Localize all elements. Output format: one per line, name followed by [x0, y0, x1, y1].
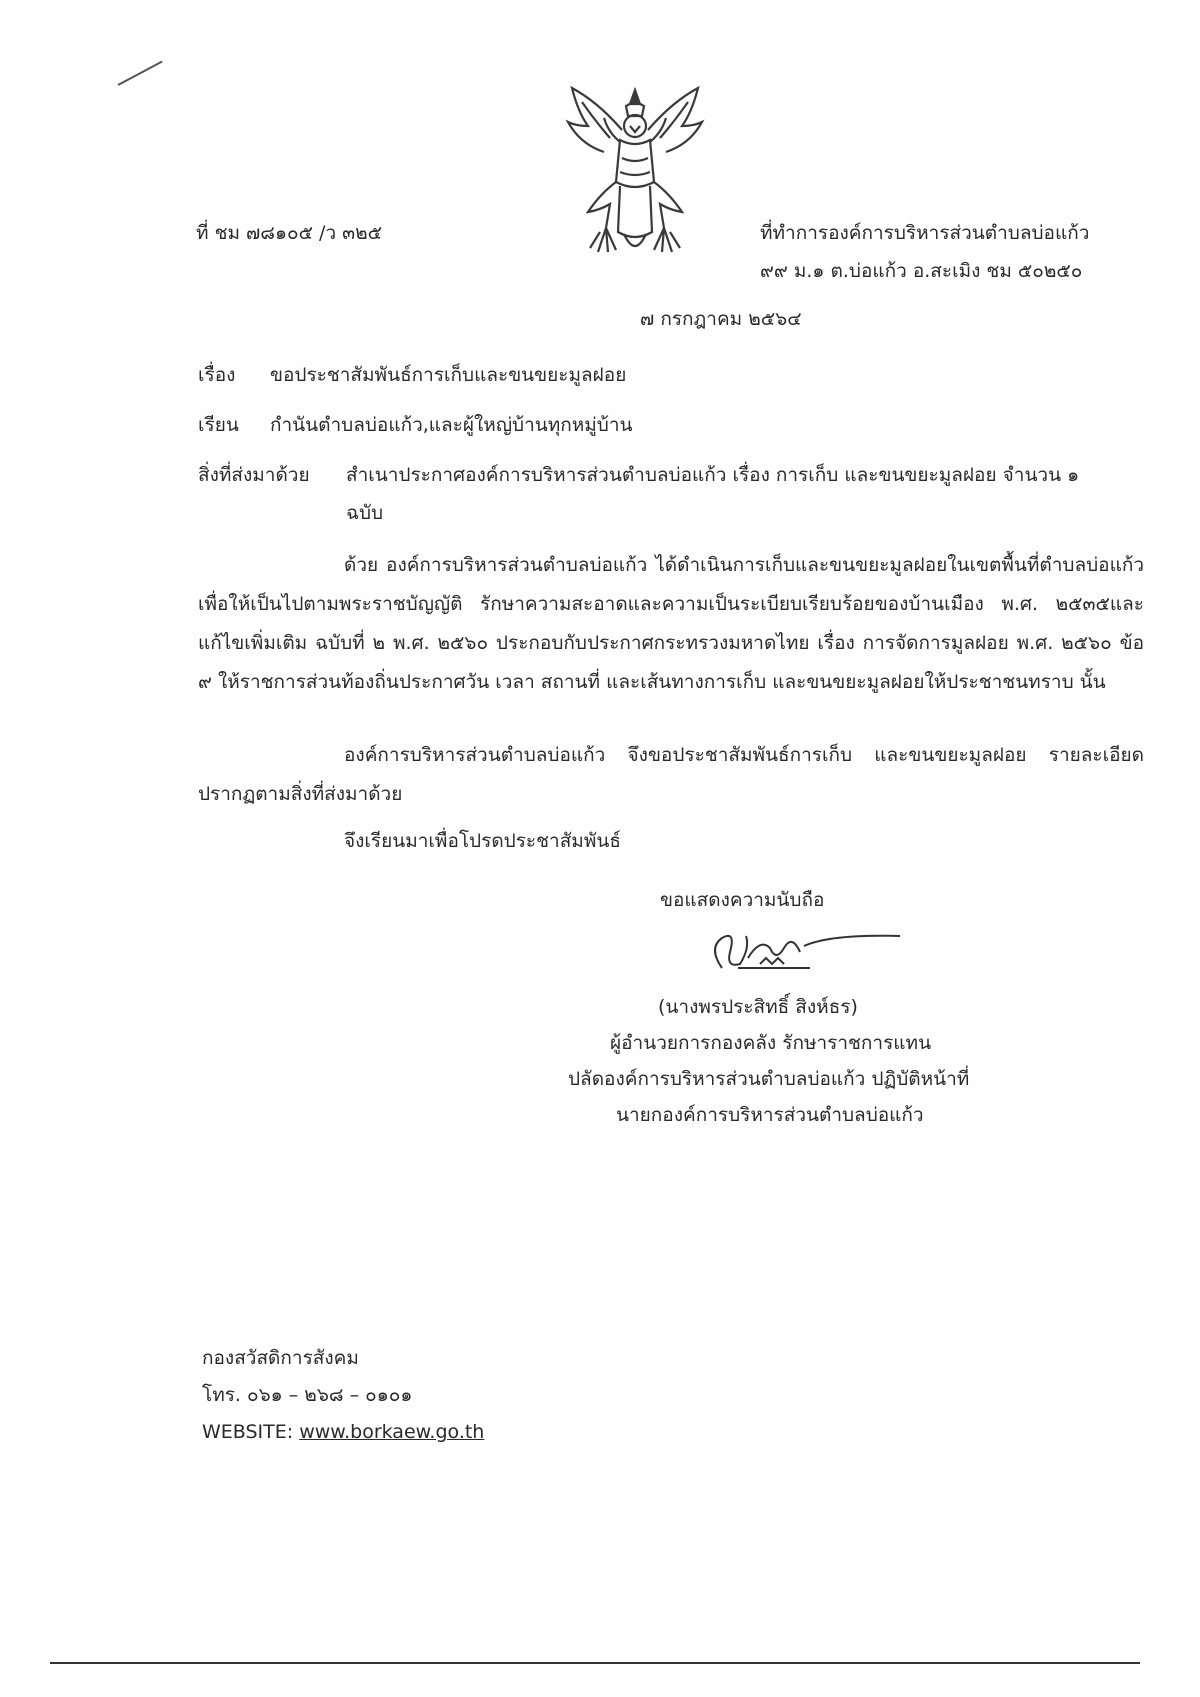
- body-paragraph-2: องค์การบริหารส่วนตำบลบ่อแก้ว จึงขอประชาสัมพันธ์การเก็บ และขนขยะมูลฝอย รายละเอียดปรากฏตามสิ่งที่ส่งมาด้วย: [198, 744, 1144, 805]
- signatory-position-3: นายกองค์การบริหารส่วนตำบลบ่อแก้ว: [616, 1104, 924, 1126]
- website-link[interactable]: www.borkaew.go.th: [299, 1421, 485, 1443]
- subject-text: ขอประชาสัมพันธ์การเก็บและขนขยะมูลฝอย: [270, 364, 627, 386]
- recipient-label: เรียน: [198, 414, 239, 436]
- reference-number: ที่ ชม ๗๘๑๐๕ /ว ๓๒๕: [196, 222, 383, 244]
- office-name: ที่ทำการองค์การบริหารส่วนตำบลบ่อแก้ว: [760, 222, 1090, 244]
- body-paragraph-1: ด้วย องค์การบริหารส่วนตำบลบ่อแก้ว ได้ดำเนินการเก็บและขนขยะมูลฝอยในเขตพื้นที่ตำบลบ่อแก้ว เพื่อให้เป็นไปตามพระราชบัญญัติ รักษาความสะอาดและความเป็นระเบียบเรียบร้อยของบ้านเมือง พ.ศ. ๒๕๓๕และแก้ไขเพิ่มเติม ฉบับที่ ๒ พ.ศ. ๒๕๖๐ ประกอบกับประกาศกระทรวงมหาดไทย เรื่อง การจัดการมูลฝอย พ.ศ. ๒๕๖๐ ข้อ ๙ ให้ราชการส่วนท้องถิ่นประกาศวัน เวลา สถานที่ และเส้นทางการเก็บ และขนขยะมูลฝอยให้ประชาชนทราบ นั้น: [198, 554, 1144, 693]
- enclosure-label: สิ่งที่ส่งมาด้วย: [198, 464, 310, 486]
- closing-salutation: ขอแสดงความนับถือ: [660, 889, 825, 911]
- recipient-text: กำนันตำบลบ่อแก้ว,และผู้ใหญ่บ้านทุกหมู่บ้าน: [270, 414, 633, 436]
- document-date: ๗ กรกฎาคม ๒๕๖๔: [640, 308, 802, 330]
- signatory-position-2: ปลัดองค์การบริหารส่วนตำบลบ่อแก้ว ปฏิบัติหน้าที่: [568, 1068, 970, 1090]
- bottom-rule: [50, 1662, 1140, 1664]
- pen-mark: [118, 61, 163, 86]
- footer-website: [202, 1419, 484, 1445]
- signatory-name: (นางพรประสิทธิ์ สิงห์ธร): [658, 996, 858, 1018]
- enclosure-text-cont: ฉบับ: [346, 502, 384, 524]
- handwritten-signature-icon: [700, 918, 910, 978]
- body-paragraph-3: จึงเรียนมาเพื่อโปรดประชาสัมพันธ์: [344, 830, 621, 852]
- footer-division: กองสวัสดิการสังคม: [202, 1347, 359, 1369]
- garuda-emblem-icon: [560, 82, 710, 262]
- subject-label: เรื่อง: [198, 364, 236, 386]
- enclosure-text: สำเนาประกาศองค์การบริหารส่วนตำบลบ่อแก้ว เรื่อง การเก็บ และขนขยะมูลฝอย จำนวน ๑: [346, 464, 1080, 486]
- website-label: WEBSITE:: [202, 1421, 294, 1443]
- signatory-position-1: ผู้อำนวยการกองคลัง รักษาราชการแทน: [610, 1032, 932, 1054]
- office-address: ๙๙ ม.๑ ต.บ่อแก้ว อ.สะเมิง ชม ๕๐๒๕๐: [760, 260, 1083, 282]
- footer-phone: โทร. ๐๖๑ – ๒๖๘ – ๐๑๐๑: [202, 1384, 413, 1406]
